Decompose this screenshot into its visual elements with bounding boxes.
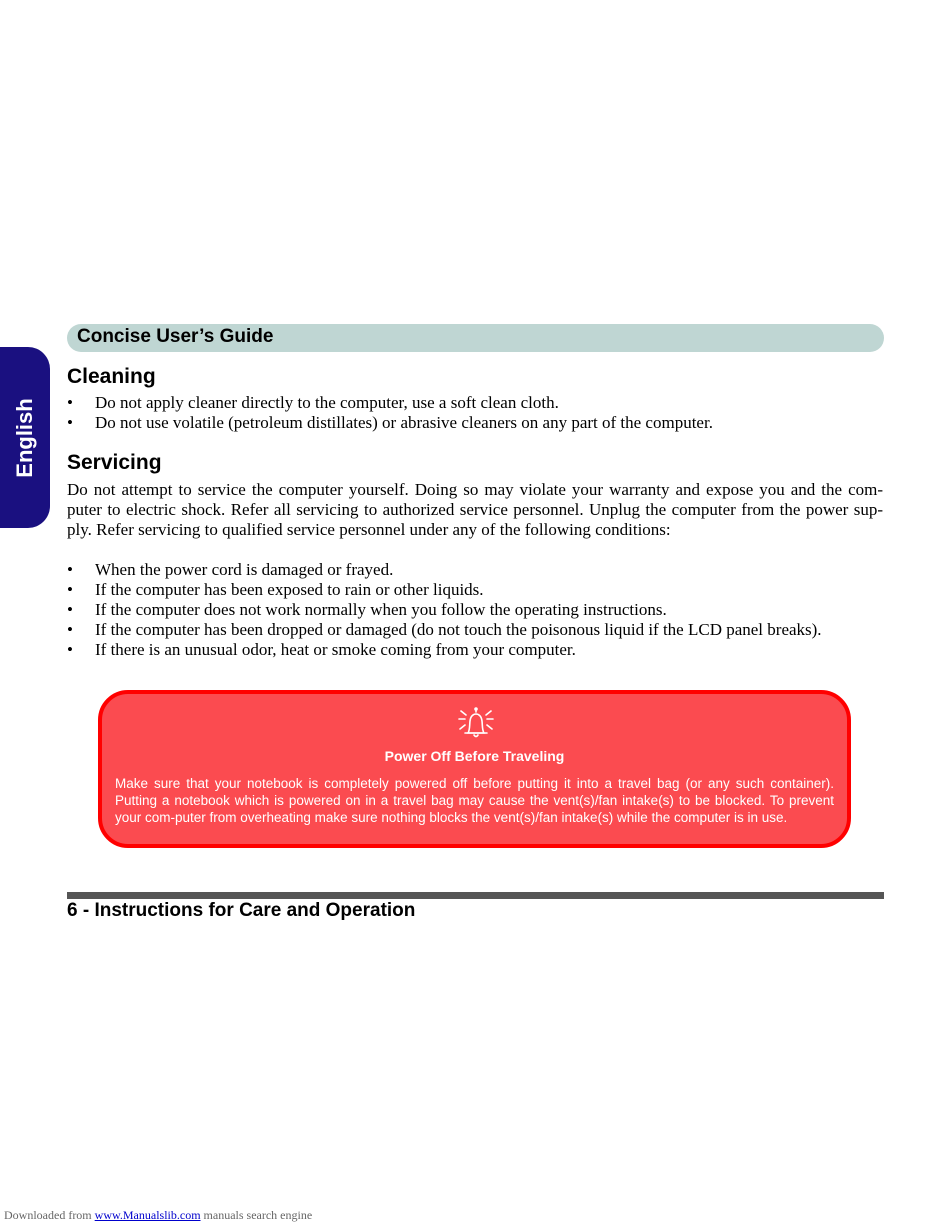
list-item: • If the computer does not work normally when you follow the operating instructions. — [67, 600, 822, 620]
servicing-heading: Servicing — [67, 451, 162, 474]
warning-title: Power Off Before Traveling — [384, 748, 565, 764]
list-item: • If there is an unusual odor, heat or smoke coming from your computer. — [67, 640, 822, 660]
manualslib-link[interactable]: www.Manualslib.com — [94, 1208, 201, 1222]
servicing-paragraph: Do not attempt to service the computer yourself. Doing so may violate your warranty and expose you and the com-puter to electric shock. Refer all servicing to authorized service personnel. Unplug the computer from the power sup-ply. Refer servicing to qualified service personnel under any of the following conditions: — [67, 480, 883, 539]
language-side-tab — [0, 347, 50, 528]
download-note-suffix: manuals search engine — [200, 1208, 313, 1222]
servicing-conditions-list — [67, 560, 822, 660]
warning-body: Make sure that your notebook is completely powered off before putting it into a travel bag (or any such container). Putting a notebook which is powered on in a travel bag may cause the vent(s)/fan intake(s) to be blocked. To prevent your com-puter from overheating make sure nothing blocks the vent(s)/fan intake(s) while the computer is in use. — [115, 776, 834, 825]
download-note-prefix: Downloaded from — [4, 1208, 95, 1222]
guide-title: Concise User’s Guide — [77, 326, 274, 347]
list-item: • Do not use volatile (petroleum distillates) or abrasive cleaners on any part of the computer. — [67, 413, 713, 433]
warning-box — [98, 690, 851, 848]
footer-divider — [67, 892, 884, 899]
alarm-bell-icon — [456, 705, 496, 739]
cleaning-heading: Cleaning — [67, 365, 156, 388]
guide-header-bar — [67, 324, 884, 352]
list-item: • If the computer has been exposed to rain or other liquids. — [67, 580, 822, 600]
page-footer-title: 6 - Instructions for Care and Operation — [67, 900, 416, 921]
cleaning-list — [67, 393, 713, 433]
list-item: • If the computer has been dropped or damaged (do not touch the poisonous liquid if the LCD panel breaks). — [67, 620, 822, 640]
list-item: • When the power cord is damaged or frayed. — [67, 560, 822, 580]
language-tab-label: English — [12, 397, 37, 478]
list-item: • Do not apply cleaner directly to the computer, use a soft clean cloth. — [67, 393, 713, 413]
download-note — [4, 1208, 312, 1222]
